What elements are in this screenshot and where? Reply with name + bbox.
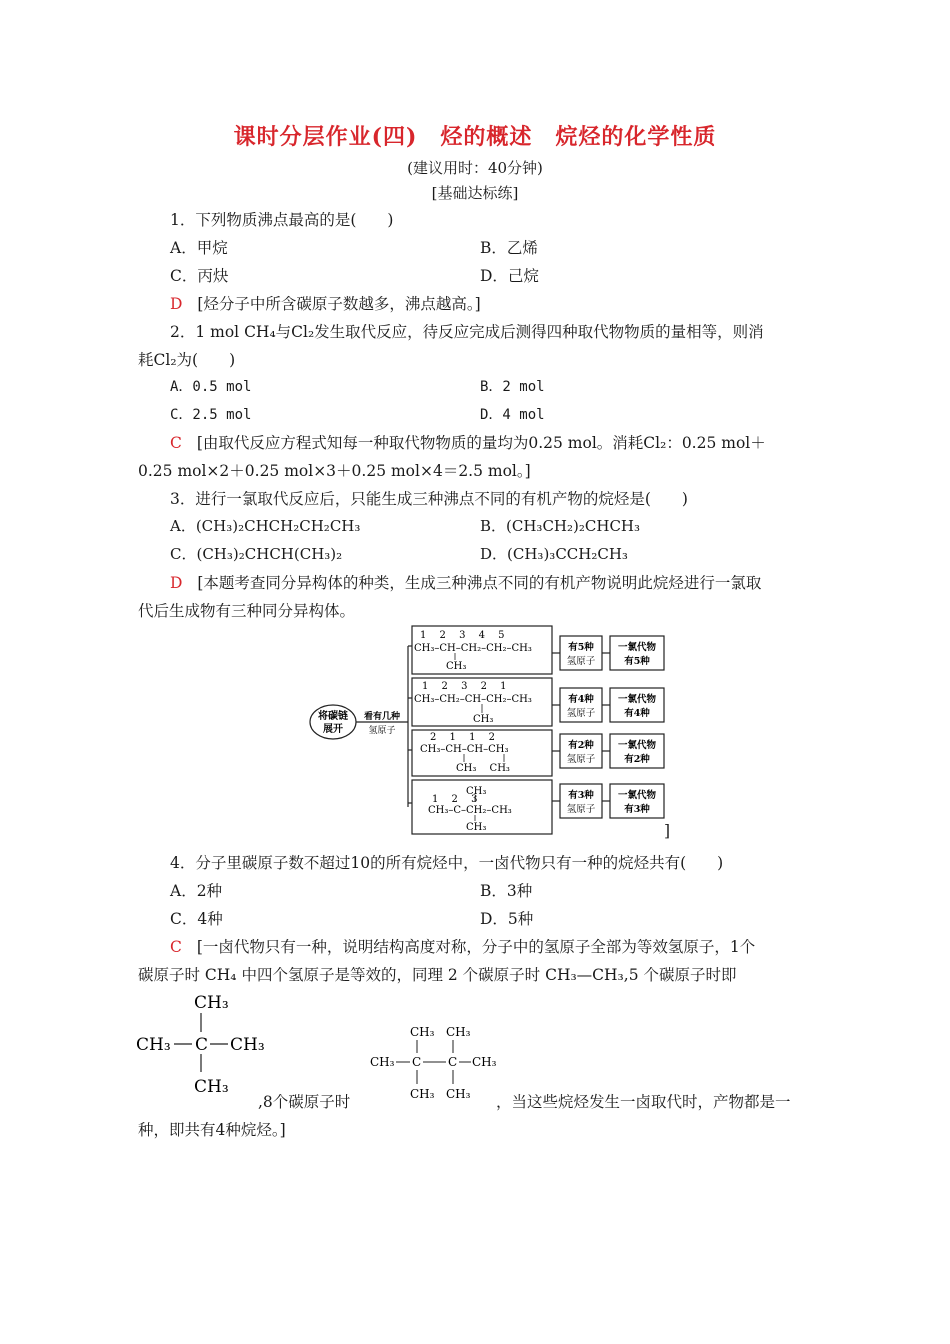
q2-option-b: B．2 mol [480, 379, 545, 395]
q2-stem-line1: 2．1 mol CH₄与Cl₂发生取代反应，待反应完成后测得四种取代物物质的量相等，则消 [170, 323, 764, 341]
row2-carbon-numbers: 1 2 3 2 1 [422, 681, 507, 692]
neopentane-left: CH₃ [136, 1035, 171, 1055]
q4-option-b: B．3种 [480, 882, 533, 900]
q2-option-a: A．0.5 mol [170, 379, 252, 395]
tmb-bottom-left: CH₃ [410, 1087, 435, 1101]
row2-branch: CH₃ [473, 714, 494, 725]
q2-answer-line [170, 431, 766, 453]
q4-explanation-4: 种，即共有4种烷烃。] [138, 1121, 286, 1139]
row4-h-label: 氢原子 [566, 804, 596, 815]
tmb-right: CH₃ [472, 1055, 497, 1069]
row1-h-label: 氢原子 [566, 656, 596, 667]
tmb-left: CH₃ [370, 1055, 395, 1069]
q2-option-c: C．2.5 mol [170, 407, 252, 423]
isomer-analysis-diagram [308, 622, 688, 842]
diagram-arrow-label-1: 看有几种 [363, 712, 401, 722]
row3-result-2: 有2种 [624, 754, 650, 765]
row4-bottom-branch: CH₃ [466, 822, 487, 833]
q4-option-d: D．5种 [480, 910, 534, 928]
neopentane-structure [134, 988, 274, 1100]
row1-result-2: 有5种 [624, 656, 650, 667]
row3-main-chain: CH₃–CH–CH–CH₃ [420, 744, 509, 755]
tmb-bottom-right: CH₃ [446, 1087, 471, 1101]
row2-result-2: 有4种 [624, 708, 650, 719]
q1-option-d: D．己烷 [480, 267, 539, 285]
q4-explanation-mid: ,8个碳原子时 [258, 1093, 351, 1111]
q4-answer-line [170, 935, 755, 957]
row4-top-branch: CH₃ [466, 786, 487, 797]
row1-main-chain: CH₃–CH–CH₂–CH₂–CH₃ [414, 643, 532, 654]
row4-result-2: 有3种 [624, 804, 650, 815]
q1-stem: 1．下列物质沸点最高的是( ) [170, 211, 394, 229]
q4-option-c: C．4种 [170, 910, 223, 928]
row3-h-label: 氢原子 [566, 754, 596, 765]
tmb-top-right: CH₃ [446, 1025, 471, 1039]
q4-option-a: A．2种 [170, 882, 223, 900]
q3-explanation-2: 代后生成物有三种同分异构体。 [138, 602, 356, 620]
q1-answer: D [170, 295, 183, 313]
neopentane-bottom: CH₃ [194, 1077, 229, 1097]
q3-option-a: A．(CH₃)₂CHCH₂CH₂CH₃ [170, 517, 361, 535]
q2-option-d: D．4 mol [480, 407, 545, 423]
diagram-left-label-1: 将碳链 [318, 711, 348, 722]
diagram-left-label-2: 展开 [323, 724, 343, 735]
q4-stem: 4．分子里碳原子数不超过10的所有烷烃中，一卤代物只有一种的烷烃共有( ) [170, 854, 724, 872]
row1-h-count: 有5种 [568, 642, 594, 653]
tetramethylbutane-structure [368, 1020, 498, 1106]
neopentane-top: CH₃ [194, 993, 229, 1013]
time-note: (建议用时：40分钟) [407, 159, 543, 177]
q3-option-d: D．(CH₃)₃CCH₂CH₃ [480, 545, 628, 563]
q2-stem-line2: 耗Cl₂为( ) [138, 351, 236, 369]
row3-carbon-numbers: 2 1 1 2 [430, 732, 495, 743]
q3-explanation-close: ] [664, 822, 671, 840]
row2-h-label: 氢原子 [566, 708, 596, 719]
q3-option-b: B．(CH₃CH₂)₂CHCH₃ [480, 517, 641, 535]
row3-result-1: 一氯代物 [617, 740, 657, 751]
row3-branch: CH₃ CH₃ [456, 763, 510, 774]
neopentane-right: CH₃ [230, 1035, 265, 1055]
q3-option-c: C．(CH₃)₂CHCH(CH₃)₂ [170, 545, 343, 563]
q2-answer: C [170, 434, 182, 452]
q3-answer-line [170, 571, 761, 593]
row4-main-chain: CH₃–C–CH₂–CH₃ [428, 805, 512, 816]
diagram-arrow-label-2: 氢原子 [368, 726, 396, 736]
row1-result-1: 一氯代物 [617, 642, 657, 653]
q1-answer-line [170, 292, 481, 314]
q3-stem: 3．进行一氯取代反应后，只能生成三种沸点不同的有机产物的烷烃是( ) [170, 490, 688, 508]
q2-explanation-1: [由取代反应方程式知每一种取代物物质的量均为0.25 mol。消耗Cl₂：0.25 mol＋ [196, 434, 766, 452]
row4-result-1: 一氯代物 [617, 790, 657, 801]
q4-explanation-2: 碳原子时 CH₄ 中四个氢原子是等效的，同理 2 个碳原子时 CH₃—CH₃,5 个碳原子时即 [138, 966, 737, 984]
section-label: [基础达标练] [431, 184, 519, 202]
row2-main-chain: CH₃–CH₂–CH–CH₂–CH₃ [414, 694, 532, 705]
tmb-carbon-1: C [412, 1055, 422, 1069]
row4-carbon-numbers: 1 2 3 [432, 794, 478, 805]
q2-explanation-2: 0.25 mol×2＋0.25 mol×3＋0.25 mol×4＝2.5 mol。] [138, 462, 531, 480]
q4-explanation-1: [一卤代物只有一种，说明结构高度对称，分子中的氢原子全部为等效氢原子，1个 [196, 938, 756, 956]
q1-explanation: [烃分子中所含碳原子数越多，沸点越高。] [197, 295, 481, 313]
row2-h-count: 有4种 [568, 694, 594, 705]
q4-answer: C [170, 938, 182, 956]
row4-h-count: 有3种 [568, 790, 594, 801]
row2-result-1: 一氯代物 [617, 694, 657, 705]
q3-answer: D [170, 574, 183, 592]
neopentane-center: C [195, 1035, 209, 1055]
row3-h-count: 有2种 [568, 740, 594, 751]
q4-explanation-tail: ，当这些烷烃发生一卤取代时，产物都是一 [496, 1093, 791, 1111]
row1-branch: CH₃ [446, 661, 467, 672]
q1-option-c: C．丙炔 [170, 267, 229, 285]
page-title: 课时分层作业(四) 烃的概述 烷烃的化学性质 [233, 124, 717, 150]
tmb-carbon-2: C [448, 1055, 458, 1069]
q1-option-a: A．甲烷 [170, 239, 228, 257]
tmb-top-left: CH₃ [410, 1025, 435, 1039]
q1-option-b: B．乙烯 [480, 239, 538, 257]
q3-explanation-1: [本题考查同分异构体的种类，生成三种沸点不同的有机产物说明此烷烃进行一氯取 [197, 574, 762, 592]
row1-carbon-numbers: 1 2 3 4 5 [420, 630, 505, 641]
